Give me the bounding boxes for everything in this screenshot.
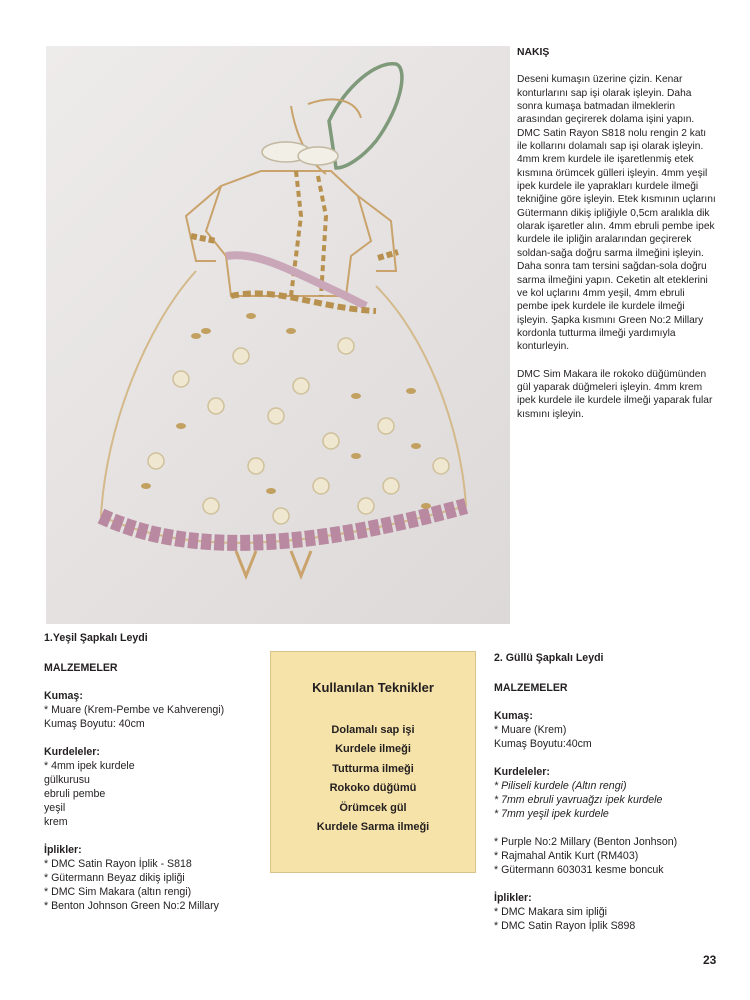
list-item: * Muare (Krem-Pembe ve Kahverengi)	[44, 704, 225, 716]
nakis-paragraph-1: Deseni kumaşın üzerine çizin. Kenar konturlarını sap işi olarak işleyin. Daha sonra kumaşa batmadan ilmeklerin arasından geçirerek dolama işini yapın. DMC Satin Rayon S818 nolu rengin 2 katı ile kollarını dolamalı sap işi olarak işleyin. 4mm krem kurdele ile işaretlenmiş etek kısmına örümcek gülleri işleyin. 4mm yeşil ipek kurdele ile yaprakları kurdele ilmeği tekniğine göre işleyin. Etek kısmının uçlarını Gütermann dikiş ipliğiyle 0,5cm aralıkla dik olarak işaretler alın. 4mm ebruli pembe ipek kurdele ile ipliğin aralarından geçirerek soldan-sağa doğru sarma ilmeğini işleyin. Daha sonra tam tersini sağdan-sola doğru sarma ilmeğini yapın. Ceketin alt eteklerini ve kol uçlarını 4mm yeşil, 4mm ebruli pembe ipek kurdele ile kurdele ilmeği işleyin. Şapka kısmını Green No:2 Millary kordonla tutturma ilmeği yardımıyla konturleyin.	[517, 74, 716, 353]
project-1-ribbons-label: Kurdeleler:	[44, 746, 100, 758]
list-item: ebruli pembe	[44, 788, 106, 800]
list-item: * DMC Makara sim ipliği	[494, 906, 608, 918]
project-1-title: 1.Yeşil Şapkalı Leydi	[44, 632, 148, 644]
embroidery-photo	[46, 46, 510, 624]
list-item: * 4mm ipek kurdele	[44, 760, 135, 772]
embroidered-lady-illustration	[46, 46, 510, 624]
list-item: yeşil	[44, 802, 66, 814]
nakis-paragraph-2: DMC Sim Makara ile rokoko düğümünden gül yaparak düğmeleri işleyin. 4mm krem ipek kurdele ile kurdele ilmeği yaparak fular kısmını işleyin.	[517, 368, 713, 420]
project-2-materials-heading: MALZEMELER	[494, 682, 568, 694]
techniques-box	[270, 651, 476, 873]
list-item: * Muare (Krem)	[494, 724, 567, 736]
nakis-title: NAKIŞ	[517, 47, 550, 58]
project-2-ribbons-label: Kurdeleler:	[494, 766, 550, 778]
technique-item: Rokoko düğümü	[329, 782, 417, 795]
page-number: 23	[703, 953, 717, 967]
list-item: * DMC Sim Makara (altın rengi)	[44, 886, 192, 898]
list-item: * Purple No:2 Millary (Benton Jonhson)	[494, 836, 678, 848]
technique-item: Dolamalı sap işi	[331, 724, 415, 736]
list-item: * DMC Satin Rayon İplik - S818	[44, 858, 192, 870]
project-2-fabric-label: Kumaş:	[494, 710, 533, 722]
list-item: * 7mm ebruli yavruağzı ipek kurdele	[494, 794, 663, 806]
technique-item: Kurdele ilmeği	[335, 743, 411, 756]
list-item: * DMC Satin Rayon İplik S898	[494, 920, 636, 932]
list-item: krem	[44, 816, 68, 828]
technique-item: Örümcek gül	[339, 801, 407, 814]
project-1-materials-heading: MALZEMELER	[44, 662, 118, 674]
list-item: * Gütermann 603031 kesme boncuk	[494, 864, 664, 876]
technique-item: Kurdele Sarma ilmeği	[316, 821, 430, 834]
project-2-threads-label: İplikler:	[494, 892, 532, 904]
project-1-threads-label: İplikler:	[44, 844, 82, 856]
list-item: * Benton Johnson Green No:2 Millary	[44, 900, 219, 912]
project-2-column	[494, 651, 724, 933]
list-item: * 7mm yeşil ipek kurdele	[494, 808, 609, 820]
nakis-section	[517, 46, 717, 435]
techniques-title: Kullanılan Teknikler	[312, 680, 434, 695]
list-item: Kumaş Boyutu: 40cm	[44, 718, 145, 730]
project-2-title: 2. Güllü Şapkalı Leydi	[494, 652, 604, 664]
list-item: Kumaş Boyutu:40cm	[494, 738, 592, 750]
project-1-column	[44, 631, 264, 913]
list-item: gülkurusu	[44, 774, 90, 786]
list-item: * Rajmahal Antik Kurt (RM403)	[494, 850, 639, 862]
technique-item: Tutturma ilmeği	[332, 762, 414, 775]
list-item: * Piliseli kurdele (Altın rengi)	[494, 780, 627, 792]
list-item: * Gütermann Beyaz dikiş ipliği	[44, 872, 185, 884]
project-1-fabric-label: Kumaş:	[44, 690, 83, 702]
